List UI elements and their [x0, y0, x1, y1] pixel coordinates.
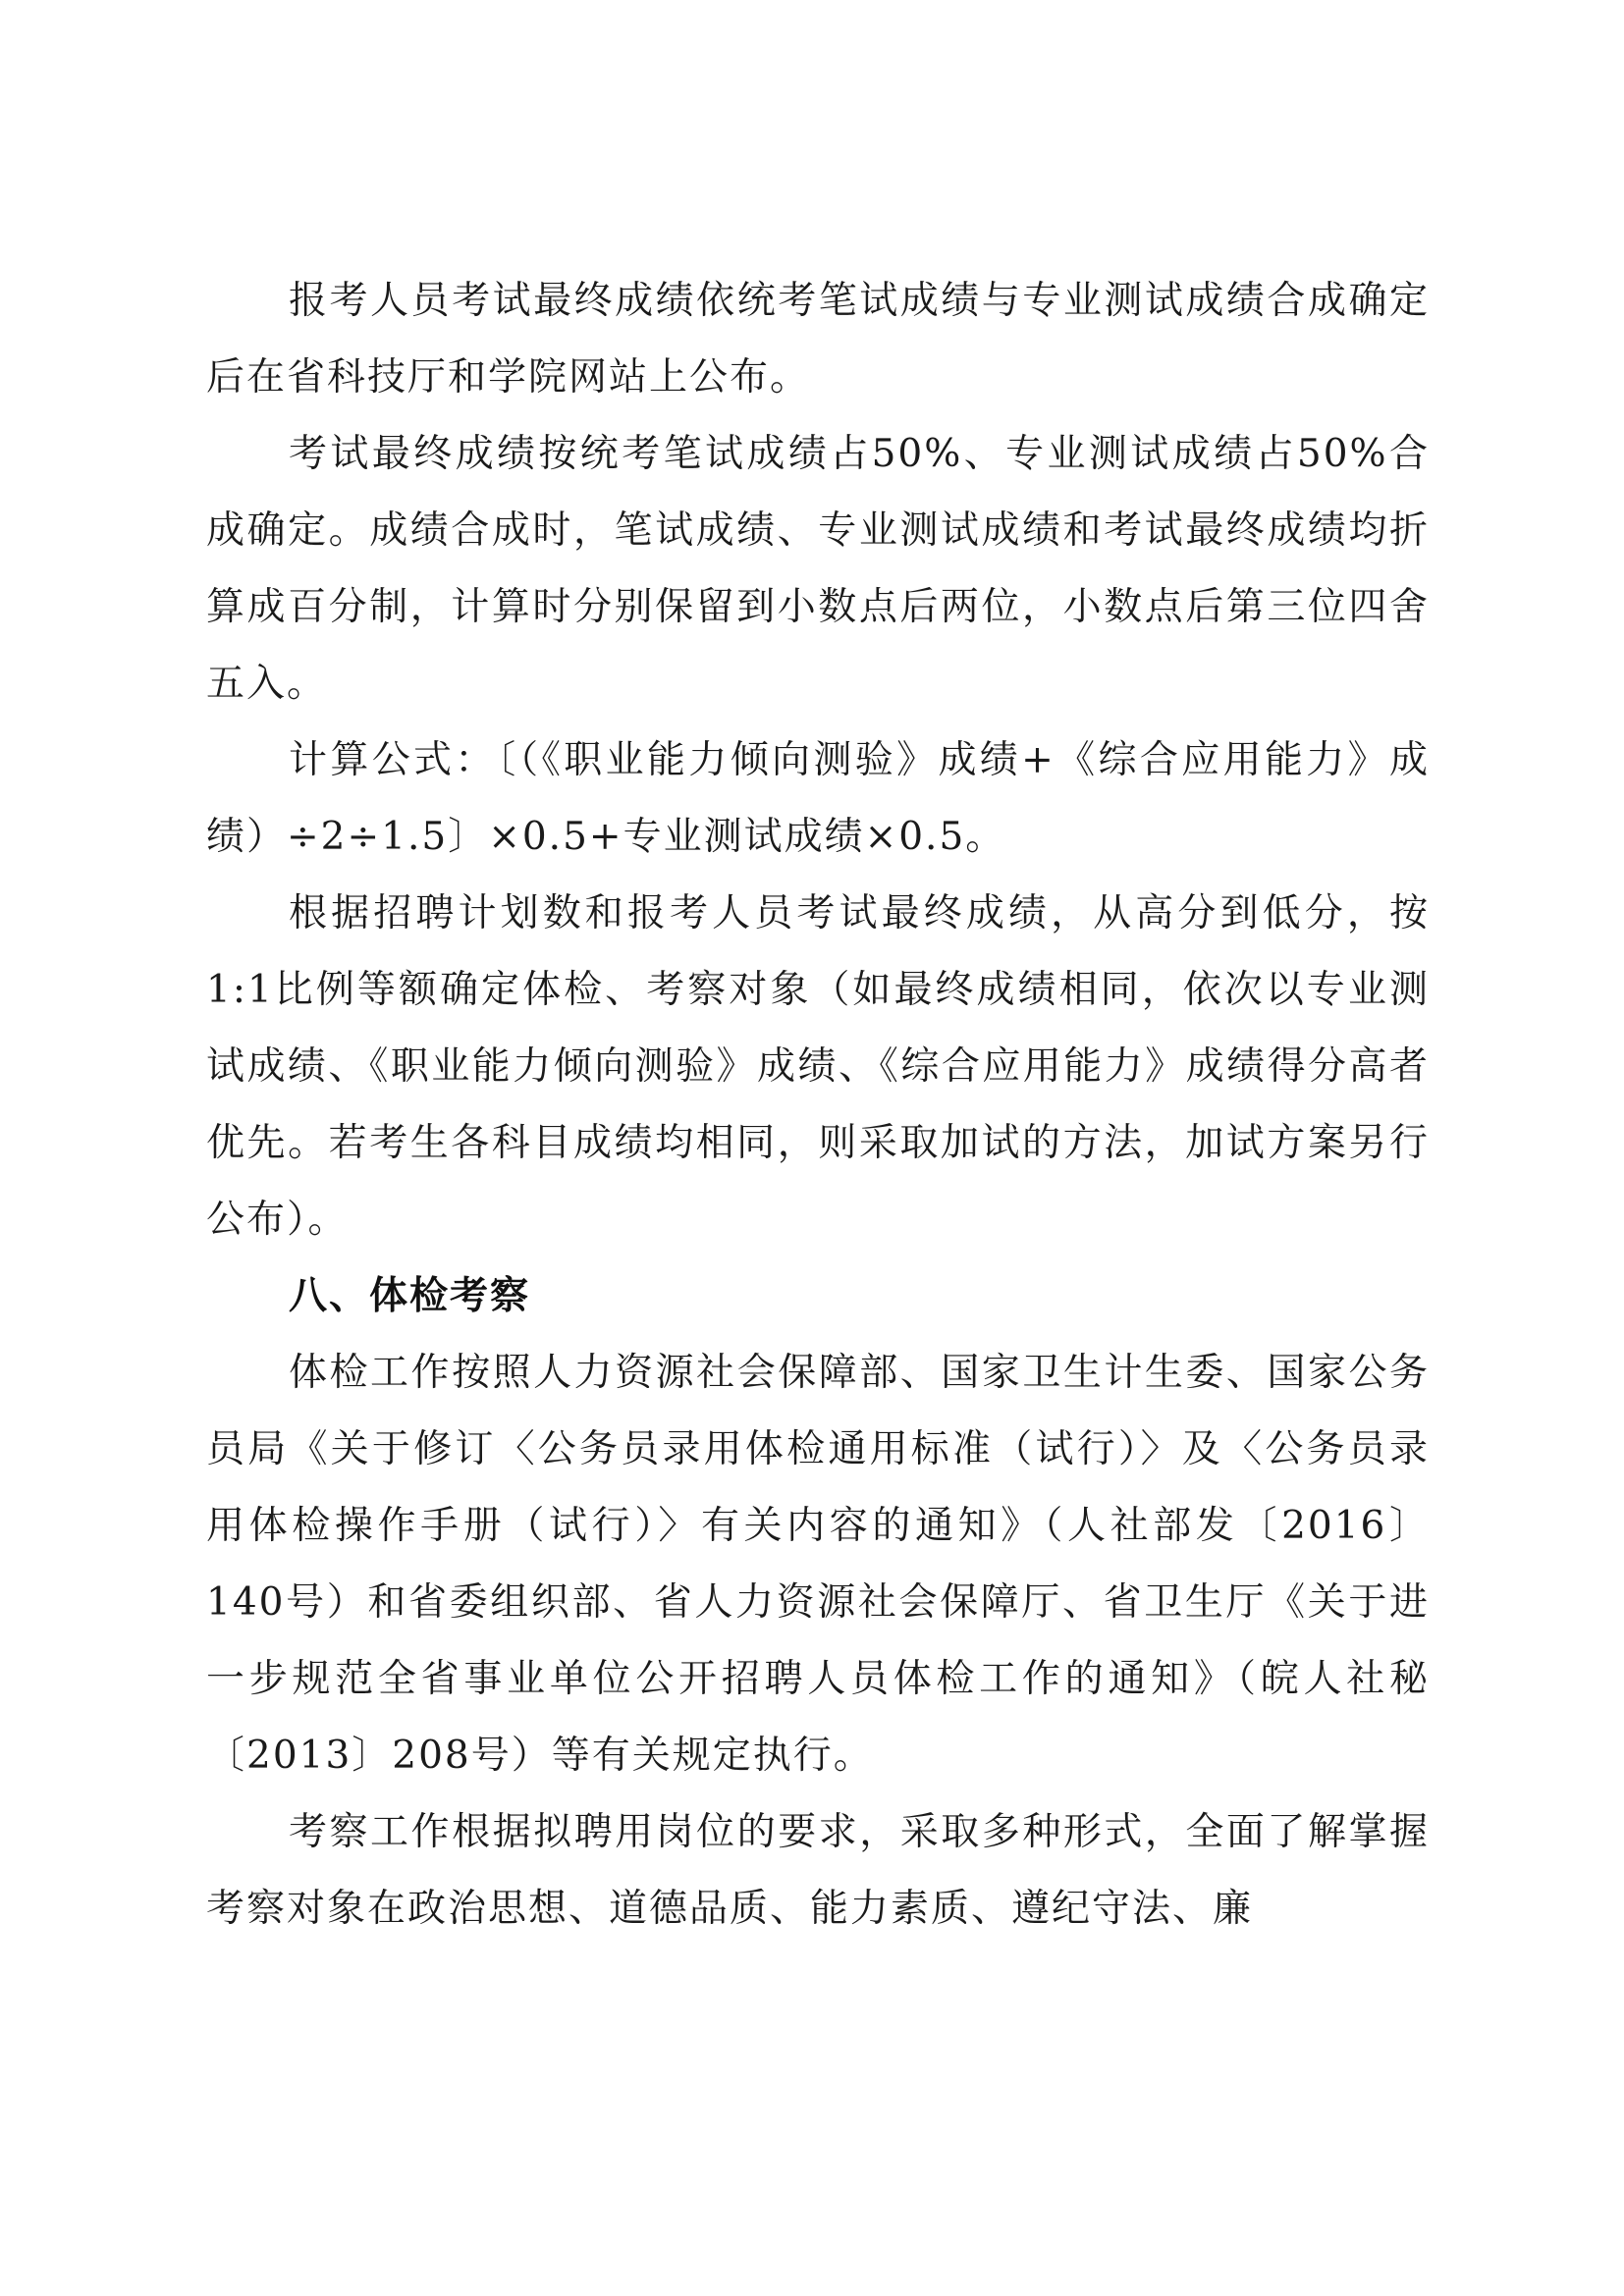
paragraph-ranking: 根据招聘计划数和报考人员考试最终成绩，从高分到低分，按1:1比例等额确定体检、考察对象（如最终成绩相同，依次以专业测试成绩、《职业能力倾向测验》成绩、《综合应用能力》成绩得分高者优先。若考生各科目成绩均相同，则采取加试的方法，加试方案另行公布）。 — [206, 891, 1430, 1242]
paragraph-inspection: 考察工作根据拟聘用岗位的要求，采取多种形式，全面了解掌握考察对象在政治思想、道德品质、能力素质、遵纪守法、廉 — [206, 1810, 1430, 1931]
paragraph-score-weighting: 考试最终成绩按统考笔试成绩占50%、专业测试成绩占50%合成确定。成绩合成时，笔试成绩、专业测试成绩和考试最终成绩均折算成百分制，计算时分别保留到小数点后两位，小数点后第三位四舍五入。 — [206, 432, 1430, 706]
section-heading-physical-exam: 八、体检考察 — [289, 1274, 531, 1318]
paragraph-physical-exam: 体检工作按照人力资源社会保障部、国家卫生计生委、国家公务员局《关于修订〈公务员录用体检通用标准（试行）〉及〈公务员录用体检操作手册（试行）〉有关内容的通知》（人社部发〔2016〕140号）和省委组织部、省人力资源社会保障厅、省卫生厅《关于进一步规范全省事业单位公开招聘人员体检工作的通知》（皖人社秘〔2013〕208号）等有关规定执行。 — [206, 1351, 1430, 1778]
document-body — [206, 263, 1430, 1948]
paragraph-formula: 计算公式：〔（《职业能力倾向测验》成绩+《综合应用能力》成绩）÷2÷1.5〕×0.5+专业测试成绩×0.5。 — [206, 738, 1430, 859]
paragraph-score-publication: 报考人员考试最终成绩依统考笔试成绩与专业测试成绩合成确定后在省科技厅和学院网站上公布。 — [206, 279, 1430, 400]
